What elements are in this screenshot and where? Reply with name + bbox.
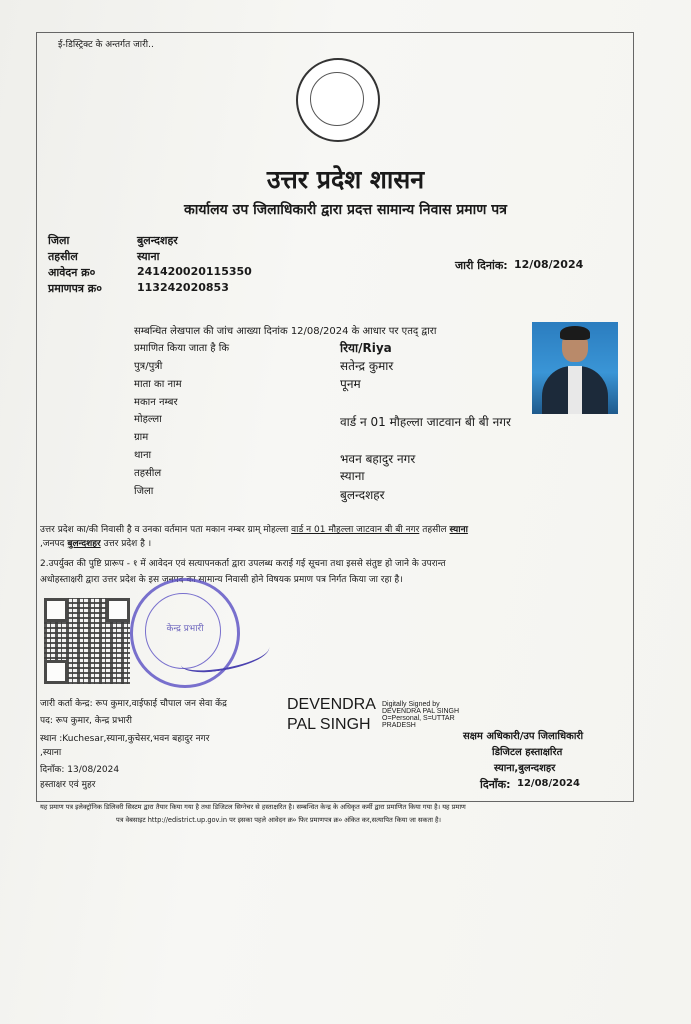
authority-sign: डिजिटल हस्ताक्षरित <box>492 747 563 758</box>
district-label: जिला <box>48 234 70 247</box>
field-value-locality: वार्ड न 01 मौहल्ला जाटवान बी बी नगर <box>340 415 511 429</box>
page-subtitle: कार्यालय उप जिलाधिकारी द्वारा प्रदत्त सामान्य निवास प्रमाण पत्र <box>184 202 507 218</box>
p1-tehsil-label: तहसील <box>422 525 447 535</box>
center-seal-stamp <box>130 578 240 688</box>
p1-address: वार्ड न 01 मौहल्ला जाटवान बी बी नगर <box>291 525 420 535</box>
authority-title: सक्षम अधिकारी/उप जिलाधिकारी <box>463 731 584 742</box>
digital-signer-name-line1: DEVENDRA <box>287 696 376 713</box>
authority-date-label: दिनाँक: <box>480 778 511 791</box>
issuer-center: जारी कर्ता केन्द्र: रूप कुमार,वाईफाई चौपाल जन सेवा केंद्र <box>40 699 227 709</box>
body-paragraph-2-cont: अधोहस्ताक्षरी द्वारा उत्तर प्रदेश के इस जनपद का सामान्य निवासी होने विषयक प्रमाण पत्र निर्गत किया जा रहा है। <box>40 575 403 585</box>
field-value-name: रिया/Riya <box>340 341 392 355</box>
body-paragraph-1-cont <box>40 536 151 549</box>
digital-signer-name-line2: PAL SINGH <box>287 716 371 733</box>
field-label: मकान नम्बर <box>134 397 178 408</box>
seal-text: केन्द्र प्रभारी <box>166 624 204 634</box>
p1-text: उत्तर प्रदेश का/की निवासी है व उनका वर्तमान पता मकान नम्बर ग्राम् मोहल्ला <box>40 525 289 535</box>
field-value-district: बुलन्दशहर <box>340 488 385 502</box>
applicant-photo <box>532 322 618 414</box>
issue-date-label: जारी दिनांक: <box>455 259 508 272</box>
authority-date: 12/08/2024 <box>517 778 580 789</box>
issuer-place-cont: ,स्याना <box>40 748 62 758</box>
field-label: जिला <box>134 486 154 497</box>
p1-tehsil: स्याना <box>449 525 468 535</box>
issuer-date: दिनाँक: 13/08/2024 <box>40 765 120 775</box>
intro-line: सम्बन्धित लेखपाल की जांच आख्या दिनांक 12/08/2024 के आधार पर एतद् द्वारा <box>134 326 437 337</box>
qr-finder <box>44 660 68 684</box>
field-label: पुत्र/पुत्री <box>134 361 163 372</box>
issue-date: 12/08/2024 <box>514 258 584 271</box>
field-value-parent: सतेन्द्र कुमार <box>340 359 394 373</box>
tehsil-value: स्याना <box>137 250 160 263</box>
field-label: ग्राम <box>134 432 149 443</box>
field-label: थाना <box>134 450 152 461</box>
footer-note-line1: यह प्रमाण पत्र इलेक्ट्रॉनिक डिलिवरी सिस्टम द्वारा तैयार किया गया है तथा डिजिटल सिग्नेचर से हस्ताक्षरित है। सम्बन्धित केन्द्र के अधिकृत कर्मी द्वारा प्रमाणित किया गया है। यह प्रमाण <box>40 803 466 811</box>
certificate-border <box>36 32 634 802</box>
photo-shirt <box>568 366 582 414</box>
top-note: ई-डिस्ट्रिक्ट के अन्तर्गत जारी.. <box>58 40 154 50</box>
certificate-number: 113242020853 <box>137 281 229 294</box>
application-label: आवेदन क्र० <box>48 266 96 279</box>
field-value-tehsil: स्याना <box>340 469 365 483</box>
tehsil-label: तहसील <box>48 250 78 263</box>
up-govt-emblem <box>296 58 380 142</box>
field-label: मोहल्ला <box>134 414 162 425</box>
digital-sig-detail: DEVENDRA PAL SINGH <box>382 708 460 715</box>
footer-note-line2: पत्र वेबसाइट http://edistrict.up.gov.in पर इसका पहले आवेदन क्र० फिर प्रमाणपत्र क्र० अंकित कर,सत्यापित किया जा सकता है। <box>116 816 442 824</box>
digital-sig-detail: PRADESH <box>382 722 416 729</box>
authority-place: स्याना,बुलन्दशहर <box>494 763 556 774</box>
qr-finder <box>44 598 68 622</box>
emblem-inner-ring <box>310 72 364 126</box>
certificate-label: प्रमाणपत्र क्र० <box>48 282 102 295</box>
qr-finder <box>106 598 130 622</box>
p1-district-label: ,जनपद <box>40 539 65 549</box>
district-value: बुलन्दशहर <box>137 234 178 247</box>
field-label: प्रमाणित किया जाता है कि <box>134 343 230 354</box>
issuer-sign-label: हस्ताक्षर एवं मुहर <box>40 780 96 790</box>
field-value-police-station: भवन बहादुर नगर <box>340 452 416 466</box>
p1-district: बुलन्दशहर <box>67 539 101 549</box>
photo-hair <box>560 326 590 340</box>
issuer-place: स्थान :Kuchesar,स्याना,कुचेसर,भवन बहादुर नगर <box>40 734 210 744</box>
body-paragraph-1 <box>40 522 468 535</box>
issuer-post: पद: रूप कुमार, केन्द्र प्रभारी <box>40 716 132 726</box>
p1-end: उत्तर प्रदेश है । <box>103 539 152 549</box>
field-label: तहसील <box>134 468 162 479</box>
qr-code <box>44 598 130 684</box>
field-value-mother: पूनम <box>340 377 361 391</box>
digital-sig-detail: O=Personal, S=UTTAR <box>382 715 455 722</box>
page-title: उत्तर प्रदेश शासन <box>266 165 425 194</box>
body-paragraph-2: 2.उपर्युक्त की पुष्टि प्रारूप - १ में आवेदन एवं सत्यापनकर्ता द्वारा उपलब्ध कराई गई सूचना तथा इससे संतुष्ट हो जाने के उपरान्त <box>40 559 446 569</box>
digital-sig-detail: Digitally Signed by <box>382 701 440 708</box>
application-number: 241420020115350 <box>137 265 252 278</box>
field-label: माता का नाम <box>134 379 182 390</box>
